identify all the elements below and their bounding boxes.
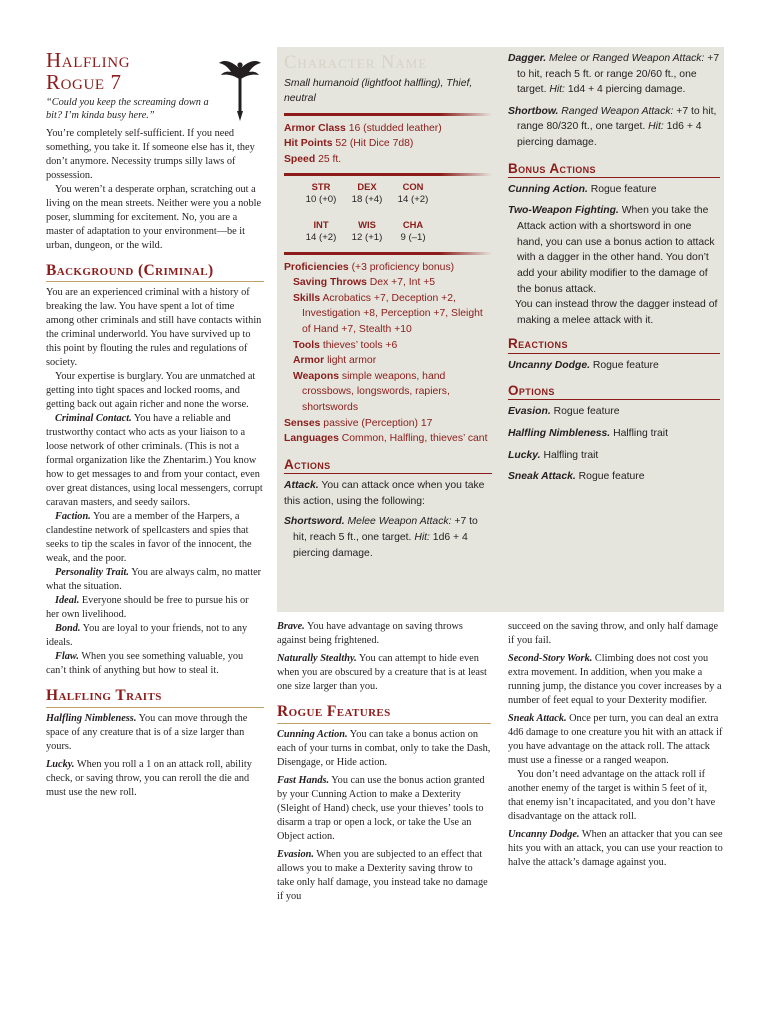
ideal-label: Ideal. xyxy=(55,595,80,607)
dagger-hit: 1d4 + 4 piercing damage. xyxy=(567,84,686,96)
background-paragraph-1: You are an experienced criminal with a history of breaking the law. You have spent a lot of time among other criminals and still have contacts within the criminal underworld. You have survived up to this point by flouting the rules and regulations of society. xyxy=(46,287,262,369)
fast-hands xyxy=(277,774,491,844)
option-evasion-text: Rogue feature xyxy=(553,406,620,418)
skills-label: Skills xyxy=(293,292,321,304)
armor-class xyxy=(284,121,492,137)
shortbow-hit-label: Hit: xyxy=(648,121,664,133)
skills xyxy=(284,291,492,338)
option-lucky xyxy=(508,448,720,464)
hit-points-label: Hit Points xyxy=(284,138,333,150)
shortbow-label: Shortbow. xyxy=(508,105,559,117)
speed-label: Speed xyxy=(284,153,316,165)
faction-text: You are a member of the Harpers, a clandestine network of spellcasters and spies that seeks to tip the scales in favor of the innocent, the weak, and the poor. xyxy=(46,511,252,565)
saving-throws-label: Saving Throws xyxy=(293,277,367,289)
ability-value: 9 (–1) xyxy=(400,231,426,243)
evasion xyxy=(277,848,491,904)
faction xyxy=(46,510,264,566)
twf-throw xyxy=(508,297,720,328)
shortsword-hit-label: Hit: xyxy=(414,531,430,543)
ability-label: WIS xyxy=(358,218,376,230)
hit-dice: (Hit Dice 7d8) xyxy=(349,138,414,150)
attack-text: You can attack once when you take this action, using the following: xyxy=(284,480,485,507)
armor-proficiency xyxy=(284,353,492,369)
ability-con xyxy=(390,181,436,207)
dagger-label: Dagger. xyxy=(508,53,547,64)
rogue-features-heading: Rogue Features xyxy=(277,703,491,724)
lucky-text: When you roll a 1 on an attack roll, ability check, or saving throw, you can reroll the die and must use the new roll. xyxy=(46,758,252,798)
uncanny-dodge xyxy=(508,828,724,870)
twf-throw-text: You can instead throw the dagger instead of making a melee attack with it. xyxy=(515,299,718,326)
creature-type-line: Small humanoid (lightfoot halfling), Thief, neutral xyxy=(284,78,473,105)
languages-label: Languages xyxy=(284,433,339,445)
left-column xyxy=(46,49,264,800)
option-evasion-label: Evasion. xyxy=(508,406,551,418)
intro-paragraph-2: You weren’t a desperate orphan, scratching out a living on the mean streets. Neither were you a noble poser, slumming for excitement. No, you are a master of adaptation to your environment—be it urban, dungeon, or the wild. xyxy=(46,183,262,251)
ability-label: INT xyxy=(313,218,329,230)
second-story-work xyxy=(508,652,724,708)
dagger-emblem-icon xyxy=(218,55,262,125)
cunning-action-label: Cunning Action. xyxy=(277,728,348,740)
naturally-stealthy xyxy=(277,652,491,694)
ability-value: 14 (+2) xyxy=(305,231,337,243)
actions-heading: Actions xyxy=(284,457,492,474)
shortsword-text: +7 to hit, reach 5 ft., one target. xyxy=(293,516,478,543)
ideal xyxy=(46,594,264,622)
ability-wis xyxy=(344,219,390,245)
criminal-contact-text: You have a reliable and trustworthy contact who acts as your liaison to a loose network of other criminals. (This is not a formal organization like the Zhentarim.) You know how to get messages to and from your contact, even over great distances, using local messengers, corrupt caravan masters, and seedy sailors. xyxy=(46,413,263,509)
speed xyxy=(284,152,492,168)
flaw xyxy=(46,650,264,678)
fast-hands-label: Fast Hands. xyxy=(277,774,330,786)
weapon-proficiency xyxy=(284,369,492,416)
languages xyxy=(284,431,492,447)
personality-trait-label: Personality Trait. xyxy=(55,567,129,579)
dagger-hit-label: Hit: xyxy=(549,84,565,96)
ability-label: CHA xyxy=(402,218,424,230)
criminal-contact xyxy=(46,412,264,510)
ability-label: DEX xyxy=(357,181,377,193)
weapon-proficiency-value: simple weapons, hand crossbows, longswords, rapiers, shortswords xyxy=(302,370,450,414)
ideal-text: Everyone should be free to pursue his or her own livelihood. xyxy=(46,595,249,621)
shortsword-label: Shortsword. xyxy=(284,516,345,528)
brave-label: Brave. xyxy=(277,621,305,632)
sneak-attack-text: Once per turn, you can deal an extra 4d6 damage to one creature you hit with an attack if you have advantage on the attack roll. The attack must use a finesse or a ranged weapon. xyxy=(508,713,723,766)
reaction-uncanny-label: Uncanny Dodge. xyxy=(508,359,590,371)
bonus-cunning-label: Cunning Action. xyxy=(508,183,588,195)
ability-str xyxy=(298,181,344,207)
two-weapon-fighting xyxy=(508,203,720,297)
evasion-label: Evasion. xyxy=(277,848,314,860)
dagger-attack xyxy=(508,51,720,98)
statblock-right xyxy=(508,51,720,485)
option-sneak-label: Sneak Attack. xyxy=(508,471,576,483)
ability-dex xyxy=(344,181,390,207)
saving-throws xyxy=(284,275,492,291)
armor-proficiency-value: light armor xyxy=(327,355,377,367)
tools xyxy=(284,338,492,354)
option-sneak-attack xyxy=(508,469,720,485)
brave xyxy=(277,620,491,648)
weapon-proficiency-label: Weapons xyxy=(293,370,339,382)
attack-action xyxy=(284,478,492,509)
flaw-label: Flaw. xyxy=(55,651,79,663)
shortbow-attack xyxy=(508,104,720,151)
twf-text: When you take the Attack action with a shortsword in one hand, you can use a bonus action to attack with a dagger in the other hand. You don’t add your ability modifier to the damage of the bonus attack. xyxy=(517,205,715,295)
twf-label: Two-Weapon Fighting. xyxy=(508,205,619,217)
armor-proficiency-label: Armor xyxy=(293,355,325,367)
sneak-attack-label: Sneak Attack. xyxy=(508,713,567,724)
senses-label: Senses xyxy=(284,417,321,429)
halfling-traits-heading: Halfling Traits xyxy=(46,687,264,708)
background-paragraph-2: Your expertise is burglary. You are unmatched at getting into tight spaces and locked rooms, and getting back out again richer and none the worse. xyxy=(46,371,256,411)
flavor-quote: “Could you keep the screaming down a bit? I’m kinda busy here.” xyxy=(46,96,209,122)
criminal-contact-label: Criminal Contact. xyxy=(55,413,132,425)
ability-value: 12 (+1) xyxy=(351,231,383,243)
shortsword-hit: 1d6 + 4 piercing damage. xyxy=(293,531,468,559)
title-line-1: Halfling xyxy=(46,48,131,72)
title-line-2: Rogue 7 xyxy=(46,70,122,95)
background-heading: Background (Criminal) xyxy=(46,262,264,283)
armor-class-label: Armor Class xyxy=(284,122,346,134)
halfling-nimbleness-text: You can move through the space of any creature that is of a size larger than yours. xyxy=(46,712,248,752)
sneak-attack-paragraph-2: You don’t need advantage on the attack roll if another enemy of the target is within 5 feet of it, that enemy isn’t incapacitated, and you don’t have disadvantage on the attack roll. xyxy=(508,769,716,822)
ability-label: STR xyxy=(311,181,331,193)
evasion-text: When you are subjected to an effect that allows you to make a Dexterity saving throw to take only half damage, you instead take no damage if you xyxy=(277,848,488,902)
bonus-cunning-action xyxy=(508,182,720,198)
lucky-label: Lucky. xyxy=(46,758,75,770)
bonus-cunning-text: Rogue feature xyxy=(590,183,657,195)
proficiencies-label: Proficiencies xyxy=(284,261,349,273)
halfling-nimbleness xyxy=(46,712,264,754)
option-halfling-nimbleness xyxy=(508,426,720,442)
attack-label: Attack. xyxy=(284,480,319,492)
bond xyxy=(46,622,264,650)
personality-trait xyxy=(46,566,264,594)
naturally-stealthy-text: You can attempt to hide even when you are obscured by a creature that is at least one size larger than you. xyxy=(277,653,487,692)
intro-paragraph-1: You’re completely self-sufficient. If you need something, you take it. If someone else has it, they don’t anymore. Necessity trumps silly laws of possession. xyxy=(46,127,255,181)
shortbow-type: Ranged Weapon Attack: xyxy=(561,105,674,117)
ability-cha xyxy=(390,219,436,245)
proficiencies-value: (+3 proficiency bonus) xyxy=(351,261,455,273)
second-story-label: Second-Story Work. xyxy=(508,653,593,664)
ability-value: 10 (+0) xyxy=(305,194,337,206)
divider-rule xyxy=(284,173,492,176)
hit-points xyxy=(284,136,492,152)
shortbow-text: +7 to hit, range 80/320 ft., one target. xyxy=(517,105,717,133)
bond-label: Bond. xyxy=(55,623,81,635)
shortsword-type: Melee Weapon Attack: xyxy=(347,516,452,528)
flaw-text: When you see something valuable, you can’t think of anything but how to steal it. xyxy=(46,651,244,677)
second-story-text: Climbing does not cost you extra movement. In addition, when you make a running jump, the distance you cover increases by a number of feet equal to your Dexterity modifier. xyxy=(508,653,722,706)
saving-throws-value: Dex +7, Int +5 xyxy=(369,277,436,289)
languages-value: Common, Halfling, thieves’ cant xyxy=(341,433,488,445)
brave-text: You have advantage on saving throws against being frightened. xyxy=(277,621,463,646)
ability-value: 14 (+2) xyxy=(397,194,429,206)
shortbow-hit: 1d6 + 4 piercing damage. xyxy=(517,121,702,149)
option-nimbleness-text: Halfling trait xyxy=(613,427,668,439)
bonus-actions-heading: Bonus Actions xyxy=(508,161,720,178)
middle-column xyxy=(277,620,491,904)
skills-value: Acrobatics +7, Deception +2, Investigation +8, Perception +7, Sleight of Hand +7, Stealth +10 xyxy=(302,292,483,336)
fast-hands-text: You can use the bonus action granted by your Cunning Action to make a Dexterity (Sleight of Hand) check, use your thieves’ tools to disarm a trap or open a lock, or take the Use an Object action. xyxy=(277,774,485,842)
ability-int xyxy=(298,219,344,245)
statblock-left xyxy=(284,53,492,561)
dagger-type: Melee or Ranged Weapon Attack: xyxy=(549,53,705,64)
cunning-action-text: You can take a bonus action on each of your turns in combat, only to take the Dash, Disengage, or Hide action. xyxy=(277,728,491,768)
cunning-action xyxy=(277,728,491,770)
divider-rule xyxy=(284,113,492,116)
tools-value: thieves’ tools +6 xyxy=(322,339,398,351)
ability-label: CON xyxy=(402,181,424,193)
shortsword-attack xyxy=(284,514,492,561)
right-column xyxy=(508,620,724,870)
halfling-nimbleness-label: Halfling Nimbleness. xyxy=(46,712,137,724)
option-sneak-text: Rogue feature xyxy=(578,471,645,483)
character-name-placeholder: Character Name xyxy=(284,53,428,73)
option-lucky-label: Lucky. xyxy=(508,449,541,461)
options-heading: Options xyxy=(508,383,720,400)
senses-value: passive (Perception) 17 xyxy=(323,417,433,429)
speed-value: 25 ft. xyxy=(318,153,342,165)
faction-label: Faction. xyxy=(55,511,91,523)
ability-scores xyxy=(298,181,492,244)
personality-trait-text: You are always calm, no matter what the situation. xyxy=(46,567,262,593)
tools-label: Tools xyxy=(293,339,320,351)
dagger-text: +7 to hit, reach 5 ft. or range 20/60 ft., one target. xyxy=(517,53,720,96)
evasion-continued: succeed on the saving throw, and only half damage if you fail. xyxy=(508,621,719,646)
sneak-attack xyxy=(508,712,724,768)
option-nimbleness-label: Halfling Nimbleness. xyxy=(508,427,611,439)
reaction-uncanny-text: Rogue feature xyxy=(592,359,659,371)
reactions-heading: Reactions xyxy=(508,336,720,353)
hit-points-value: 52 xyxy=(335,138,347,150)
divider-rule xyxy=(284,252,492,255)
reaction-uncanny-dodge xyxy=(508,358,720,374)
bond-text: You are loyal to your friends, not to any ideals. xyxy=(46,623,248,649)
armor-class-value: 16 (studded leather) xyxy=(348,122,442,134)
senses xyxy=(284,416,492,432)
option-lucky-text: Halfling trait xyxy=(543,449,599,461)
lucky xyxy=(46,758,264,800)
proficiencies xyxy=(284,260,492,276)
option-evasion xyxy=(508,404,720,420)
ability-value: 18 (+4) xyxy=(351,194,383,206)
naturally-stealthy-label: Naturally Stealthy. xyxy=(277,653,357,664)
uncanny-dodge-text: When an attacker that you can see hits you with an attack, you can use your reaction to halve the attack’s damage against you. xyxy=(508,829,723,868)
uncanny-dodge-label: Uncanny Dodge. xyxy=(508,829,580,840)
